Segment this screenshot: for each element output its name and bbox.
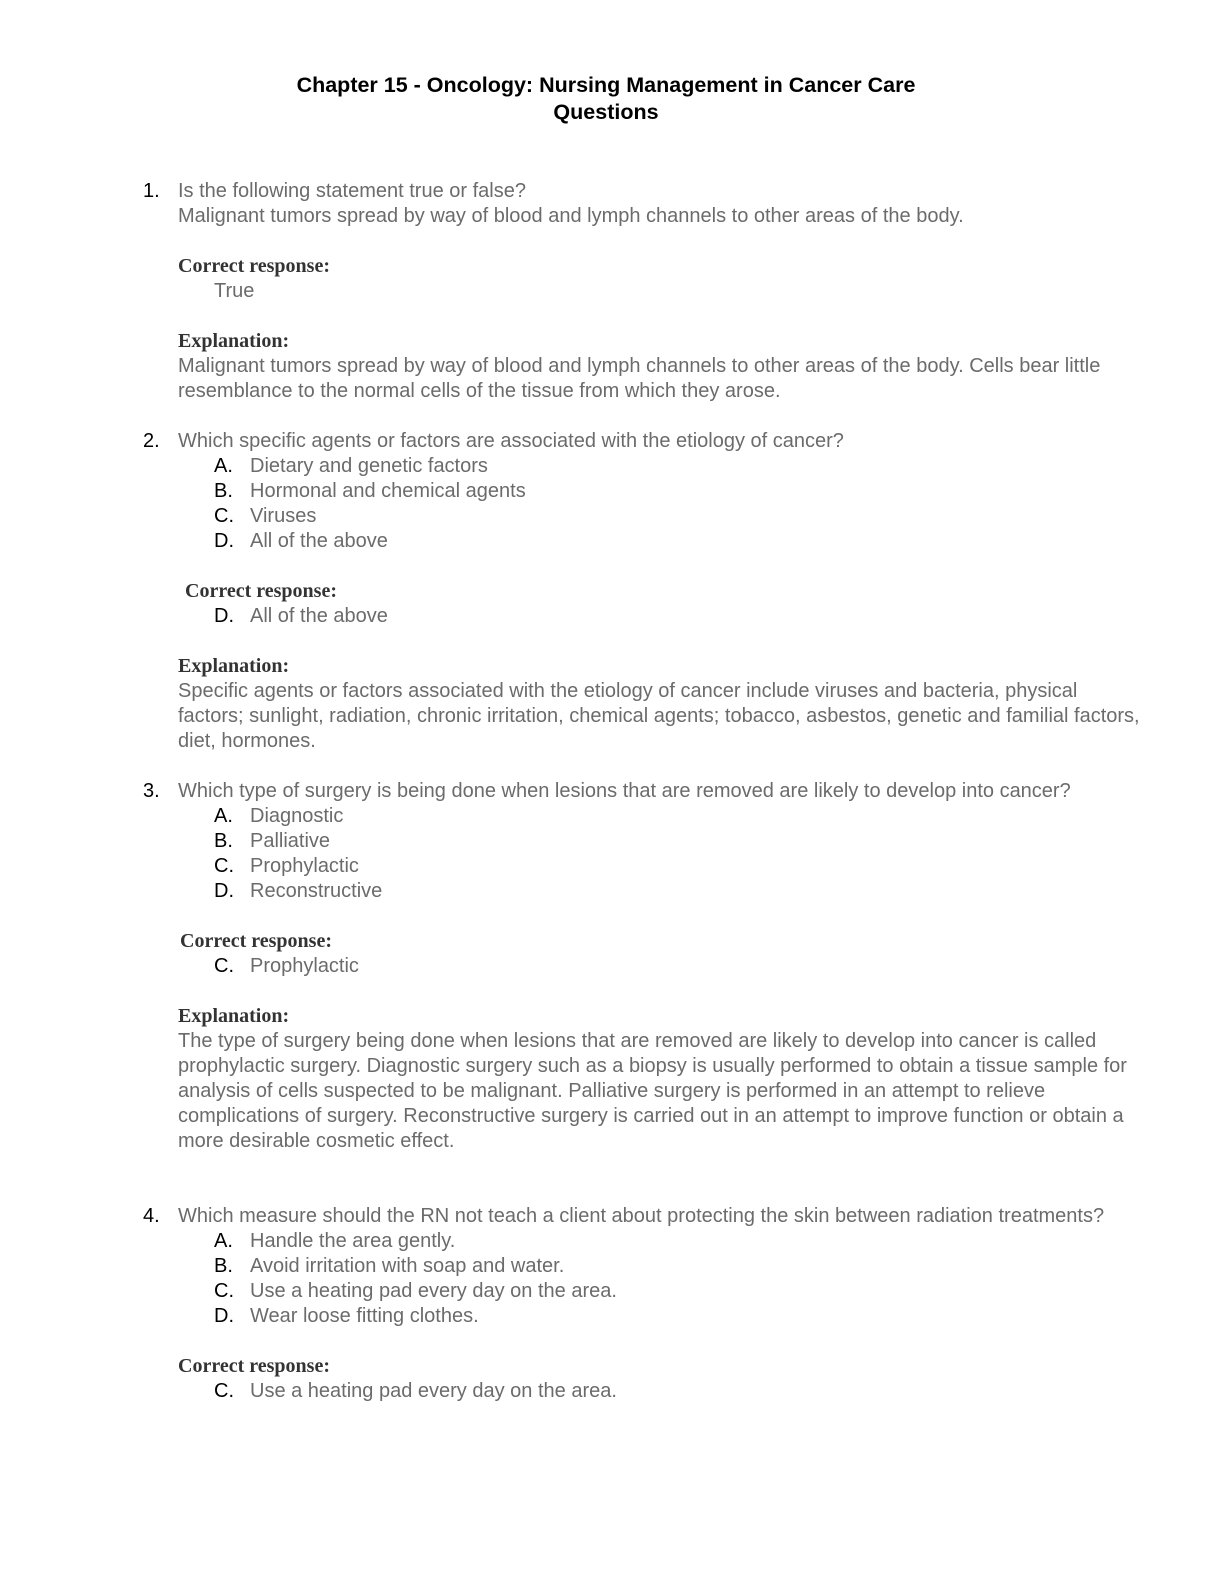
option-text: All of the above (250, 605, 388, 627)
correct-answer (0, 954, 1224, 979)
question-text-line: Malignant tumors spread by way of blood and lymph channels to other areas of the body. (178, 205, 964, 227)
questions-list (0, 179, 1224, 1404)
explanation-text: Malignant tumors spread by way of blood and lymph channels to other areas of the body. Cells bear little resemblance to the normal cells of the tissue from which they arose. (178, 355, 1101, 402)
option-d (0, 879, 1224, 904)
option-text: Reconstructive (250, 880, 383, 902)
question-text-line: Is the following statement true or false? (178, 180, 526, 202)
explanation-label: Explanation: (178, 330, 290, 352)
option-d (0, 529, 1224, 554)
option-letter: D. (214, 605, 234, 627)
question-text: Which type of surgery is being done when lesions that are removed are likely to develop into cancer? (178, 780, 1071, 802)
option-text: Hormonal and chemical agents (250, 480, 526, 502)
option-letter: B. (214, 830, 233, 852)
option-text: Use a heating pad every day on the area. (250, 1280, 617, 1302)
option-text: Palliative (250, 830, 331, 852)
correct-response-label: Correct response: (178, 255, 330, 277)
question-number: 2. (143, 430, 160, 452)
correct-response-label: Correct response: (180, 930, 332, 952)
option-b (0, 829, 1224, 854)
explanation-text: Specific agents or factors associated with the etiology of cancer include viruses and bacteria, physical factors; sunlight, radiation, chronic irritation, chemical agents; tobacco, asbestos, genetic and familial factors, diet, hormones. (178, 680, 1140, 752)
correct-answer (0, 1379, 1224, 1404)
option-c (0, 854, 1224, 879)
option-letter: C. (214, 1280, 234, 1302)
question-number: 1. (143, 180, 160, 202)
explanation-label: Explanation: (178, 1005, 290, 1027)
option-letter: A. (214, 455, 233, 477)
option-text: Prophylactic (250, 955, 359, 977)
question-3 (0, 779, 1140, 804)
option-c (0, 1279, 1224, 1304)
question-4 (0, 1204, 1140, 1229)
option-d (0, 1304, 1224, 1329)
option-letter: D. (214, 880, 234, 902)
question-number: 3. (143, 780, 160, 802)
option-c (0, 504, 1224, 529)
question-2 (0, 429, 1140, 454)
correct-answer: True (214, 280, 255, 302)
option-letter: D. (214, 530, 234, 552)
title-line-2: Questions (553, 100, 659, 124)
correct-response-label: Correct response: (178, 1355, 330, 1377)
option-letter: C. (214, 1380, 234, 1402)
option-letter: C. (214, 505, 234, 527)
option-a (0, 804, 1224, 829)
question-text: Which measure should the RN not teach a client about protecting the skin between radiation treatments? (178, 1205, 1105, 1227)
option-text: Dietary and genetic factors (250, 455, 488, 477)
option-text: Handle the area gently. (250, 1230, 456, 1252)
option-text: Wear loose fitting clothes. (250, 1305, 479, 1327)
option-letter: D. (214, 1305, 234, 1327)
option-letter: B. (214, 1255, 233, 1277)
option-b (0, 479, 1224, 504)
question-1 (0, 179, 1140, 229)
option-letter: C. (214, 955, 234, 977)
option-a (0, 454, 1224, 479)
option-letter: A. (214, 805, 233, 827)
option-text: Use a heating pad every day on the area. (250, 1380, 617, 1402)
option-b (0, 1254, 1224, 1279)
question-text: Which specific agents or factors are associated with the etiology of cancer? (178, 430, 844, 452)
option-a (0, 1229, 1224, 1254)
explanation-text: The type of surgery being done when lesions that are removed are likely to develop into cancer is called prophylactic surgery. Diagnostic surgery such as a biopsy is usually performed to obtain a tissue sample for analysis of cells suspected to be malignant. Palliative surgery is performed in an attempt to relieve complications of surgery. Reconstructive surgery is carried out in an attempt to improve function or obtain a more desirable cosmetic effect. (178, 1030, 1127, 1152)
option-text: Avoid irritation with soap and water. (250, 1255, 565, 1277)
option-text: Diagnostic (250, 805, 344, 827)
title-line-1: Chapter 15 - Oncology: Nursing Management in Cancer Care (296, 73, 916, 97)
option-letter: B. (214, 480, 233, 502)
explanation-label: Explanation: (178, 655, 290, 677)
option-text: Prophylactic (250, 855, 359, 877)
document-title (0, 72, 1212, 126)
option-letter: C. (214, 855, 234, 877)
question-number: 4. (143, 1205, 160, 1227)
option-letter: A. (214, 1230, 233, 1252)
option-text: Viruses (250, 505, 317, 527)
correct-response-label: Correct response: (185, 580, 337, 602)
option-text: All of the above (250, 530, 388, 552)
correct-answer (0, 604, 1224, 629)
